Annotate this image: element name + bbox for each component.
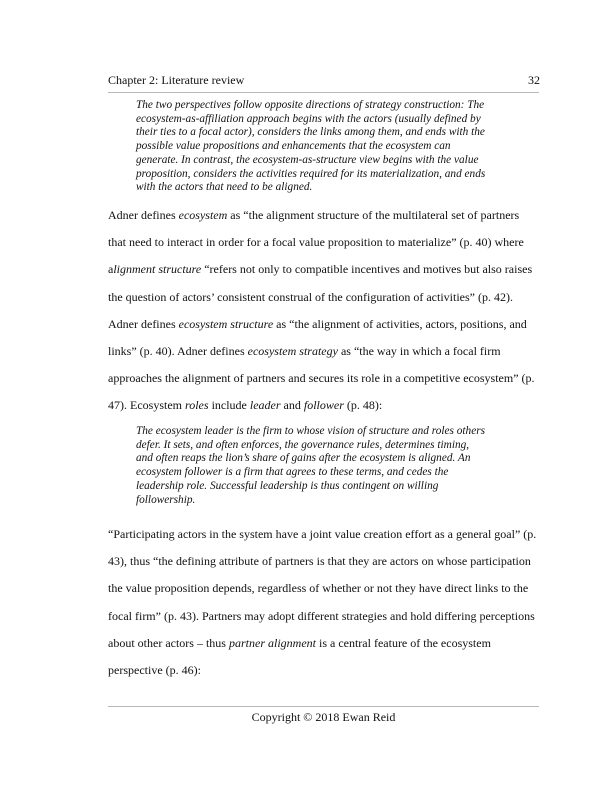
text-line: the question of actors’ consistent construal of the configuration of activities” (p. 42). <box>108 289 513 304</box>
quote-line: The ecosystem leader is the firm to whose vision of structure and roles others <box>136 425 486 437</box>
text-line <box>108 630 540 657</box>
text-run: as “the alignment structure of the multilateral set of partners <box>227 208 520 222</box>
text-run: links” (p. 40). Adner defines <box>108 344 248 359</box>
text-run: (p. 48): <box>343 398 383 413</box>
text-line <box>108 202 540 229</box>
quote-line: possible value propositions and enhancements that the ecosystem can <box>136 140 451 153</box>
text-line: “Participating actors in the system have a joint value creation effort as a general goal” (p. <box>108 527 537 541</box>
text-run: a <box>108 262 114 277</box>
text-run: and <box>280 398 304 413</box>
copyright-footer: Copyright © 2018 Ewan Reid <box>251 710 396 724</box>
term-leader: leader <box>249 398 281 413</box>
text-run: Adner defines <box>108 208 179 222</box>
text-line <box>108 338 540 365</box>
text-run: include <box>208 398 250 413</box>
term-ecosystem-structure: ecosystem structure <box>178 316 274 331</box>
term-partner-alignment: partner alignment <box>228 635 316 650</box>
quote-line: followership. <box>136 493 196 506</box>
text-run: Adner defines <box>108 316 179 331</box>
block-quote-affiliation-vs-structure <box>136 99 516 195</box>
text-line: approaches the alignment of partners and secures its role in a competitive ecosystem” (p. <box>108 371 535 386</box>
text-line: that need to interact in order for a focal value proposition to materialize” (p. 40) where <box>108 235 524 250</box>
quote-line: with the actors that need to be aligned. <box>136 181 313 194</box>
footer-rule <box>108 706 539 707</box>
text-run: “refers not only to compatible incentives and motives but also raises <box>201 262 533 277</box>
text-run: 47). Ecosystem <box>108 398 185 413</box>
term-alignment-structure: lignment structure <box>113 262 202 277</box>
term-follower: follower <box>303 398 344 413</box>
text-line: perspective (p. 46): <box>108 663 201 678</box>
page-number: 32 <box>528 73 540 87</box>
quote-line: proposition, considers the activities required for its materialization, and ends <box>136 167 486 180</box>
quote-line: The two perspectives follow opposite directions of strategy construction: The <box>136 99 485 111</box>
text-line <box>108 256 540 283</box>
text-line: focal firm” (p. 43). Partners may adopt different strategies and hold differing perceptions <box>108 608 535 623</box>
chapter-title: Chapter 2: Literature review <box>108 73 245 87</box>
running-header <box>108 72 540 88</box>
text-run: as “the alignment of activities, actors, positions, and <box>273 316 527 331</box>
paragraph-partners <box>108 521 540 684</box>
quote-line: and often reaps the lion’s share of gains after the ecosystem is aligned. An <box>136 452 471 465</box>
quote-line: generate. In contrast, the ecosystem-as-structure view begins with the value <box>136 153 479 166</box>
text-run: as “the way in which a focal firm <box>337 344 501 359</box>
quote-line: ecosystem-as-affiliation approach begins with the actors (usually defined by <box>136 112 481 125</box>
quote-line: ecosystem follower is a firm that agrees to these terms, and cedes the <box>136 466 449 479</box>
term-ecosystem: ecosystem <box>178 208 228 222</box>
text-run: is a central feature of the ecosystem <box>315 635 491 650</box>
header-rule <box>108 92 539 93</box>
paragraph-adner-definitions <box>108 202 540 420</box>
text-line: the value proposition depends, regardless of whether or not they have direct links to the <box>108 581 529 596</box>
term-ecosystem-strategy: ecosystem strategy <box>247 344 338 359</box>
quote-line: leadership role. Successful leadership is thus contingent on willing <box>136 479 439 492</box>
quote-line: defer. It sets, and often enforces, the governance rules, determines timing, <box>136 438 470 451</box>
text-line: 43), thus “the defining attribute of partners is that they are actors on whose participation <box>108 554 531 569</box>
text-run: about other actors – thus <box>108 635 229 650</box>
term-roles: roles <box>185 398 209 413</box>
block-quote-leader-follower <box>136 425 516 507</box>
text-line <box>108 311 540 338</box>
quote-line: their ties to a focal actor), considers the links among them, and ends with the <box>136 126 485 139</box>
text-line <box>108 392 540 419</box>
